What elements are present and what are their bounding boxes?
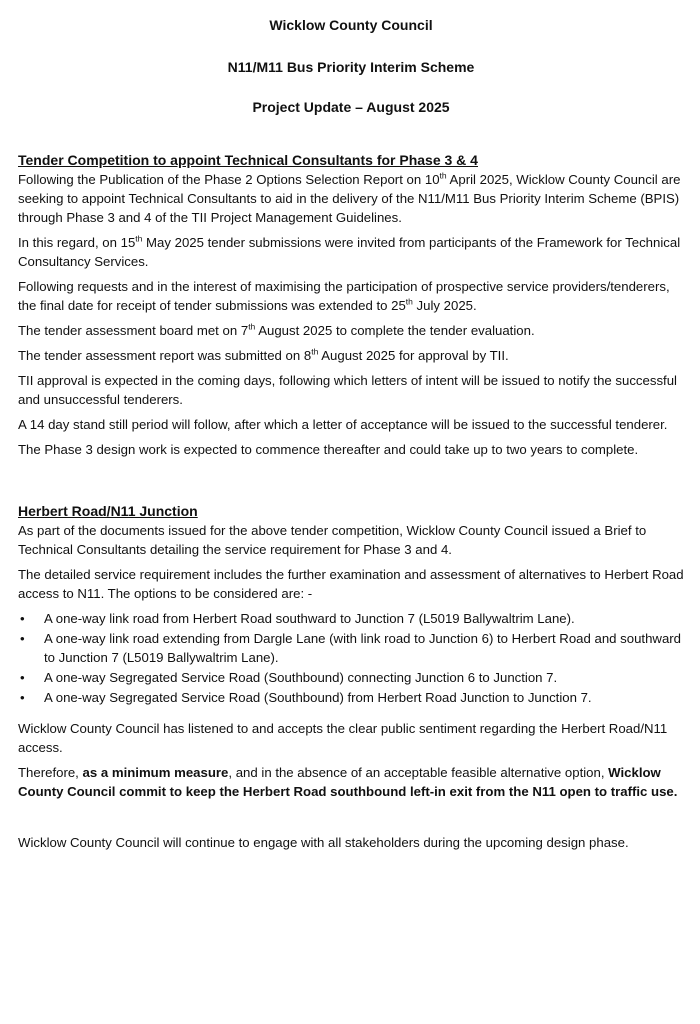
paragraph-design-work: The Phase 3 design work is expected to commence thereafter and could take up to two years to complete. bbox=[18, 442, 639, 457]
paragraph-text: The tender assessment board met on 7 bbox=[18, 323, 249, 338]
bullet-icon: • bbox=[20, 690, 25, 705]
option-text: A one-way link road extending from Dargle Lane (with link road to Junction 6) to Herbert Road and southward to Junction 7 (L5019 Ballywaltrim Lane). bbox=[44, 631, 682, 665]
paragraph-publication bbox=[18, 170, 684, 227]
section-heading-herbert-road: Herbert Road/N11 Junction bbox=[18, 503, 198, 519]
paragraph-service-requirement: The detailed service requirement includes the further examination and assessment of alternatives to Herbert Road access to N11. The options to be considered are: - bbox=[18, 567, 684, 601]
paragraph-text: In this regard, on 15 bbox=[18, 235, 136, 250]
paragraph-text: July 2025. bbox=[412, 298, 477, 313]
paragraph-text: The tender assessment report was submitted on 8 bbox=[18, 348, 312, 363]
options-list bbox=[18, 609, 684, 707]
list-item bbox=[18, 609, 684, 628]
bullet-icon: • bbox=[20, 611, 25, 626]
ordinal-suffix: th bbox=[439, 170, 447, 181]
paragraph-approval: TII approval is expected in the coming days, following which letters of intent will be issued to notify the successful and unsuccessful tenderers. bbox=[18, 373, 677, 407]
ordinal-suffix: th bbox=[248, 321, 256, 332]
paragraph-brief: As part of the documents issued for the above tender competition, Wicklow County Council issued a Brief to Technical Consultants detailing the service requirement for Phase 3 and 4. bbox=[18, 523, 647, 557]
ordinal-suffix: th bbox=[311, 346, 319, 357]
organisation-title: Wicklow County Council bbox=[269, 17, 433, 33]
ordinal-suffix: th bbox=[135, 233, 143, 244]
paragraph-commitment bbox=[18, 763, 684, 801]
paragraph-report-submitted bbox=[18, 346, 684, 365]
paragraph-text: August 2025 to complete the tender evaluation. bbox=[255, 323, 535, 338]
paragraph-text: Following the Publication of the Phase 2 Options Selection Report on 10 bbox=[18, 172, 440, 187]
paragraph-text: April 2025, Wicklow County Council are seeking to appoint Technical Consultants to aid in the delivery of the N11/M11 Bus Priority Interim Scheme (BPIS) through Phase 3 and 4 of the TII Project Management Guidelines. bbox=[18, 172, 681, 225]
paragraph-public-sentiment: Wicklow County Council has listened to and accepts the clear public sentiment regarding the Herbert Road/N11 access. bbox=[18, 721, 668, 755]
bullet-icon: • bbox=[20, 670, 25, 685]
list-item bbox=[18, 668, 684, 687]
list-item bbox=[18, 688, 684, 707]
option-text: A one-way Segregated Service Road (Southbound) connecting Junction 6 to Junction 7. bbox=[44, 670, 558, 685]
paragraph-engagement: Wicklow County Council will continue to engage with all stakeholders during the upcoming design phase. bbox=[18, 835, 629, 850]
paragraph-text: May 2025 tender submissions were invited from participants of the Framework for Technical Consultancy Services. bbox=[18, 235, 681, 269]
paragraph-text: Therefore, bbox=[18, 765, 83, 780]
paragraph-text: , and in the absence of an acceptable feasible alternative option, bbox=[228, 765, 609, 780]
bullet-icon: • bbox=[20, 631, 25, 646]
option-text: A one-way Segregated Service Road (Southbound) from Herbert Road Junction to Junction 7. bbox=[44, 690, 592, 705]
list-item bbox=[18, 629, 684, 667]
ordinal-suffix: th bbox=[405, 296, 413, 307]
paragraph-extension bbox=[18, 277, 684, 315]
paragraph-board-met bbox=[18, 321, 684, 340]
option-text: A one-way link road from Herbert Road southward to Junction 7 (L5019 Ballywaltrim Lane). bbox=[44, 611, 575, 626]
paragraph-text: August 2025 for approval by TII. bbox=[318, 348, 509, 363]
update-title: Project Update – August 2025 bbox=[252, 99, 450, 115]
scheme-title: N11/M11 Bus Priority Interim Scheme bbox=[227, 59, 475, 75]
paragraph-invitation bbox=[18, 233, 684, 271]
section-heading-tender: Tender Competition to appoint Technical Consultants for Phase 3 & 4 bbox=[18, 152, 478, 168]
paragraph-text: Following requests and in the interest of maximising the participation of prospective service providers/tenderers, the final date for receipt of tender submissions was extended to 25 bbox=[18, 279, 670, 313]
emphasis-minimum-measure: as a minimum measure bbox=[82, 765, 229, 780]
spacer bbox=[18, 807, 684, 833]
paragraph-standstill: A 14 day stand still period will follow, after which a letter of acceptance will be issued to the successful tenderer. bbox=[18, 417, 668, 432]
emphasis-commitment: Wicklow County Council commit to keep the Herbert Road southbound left-in exit from the N11 open to traffic use. bbox=[18, 765, 678, 799]
